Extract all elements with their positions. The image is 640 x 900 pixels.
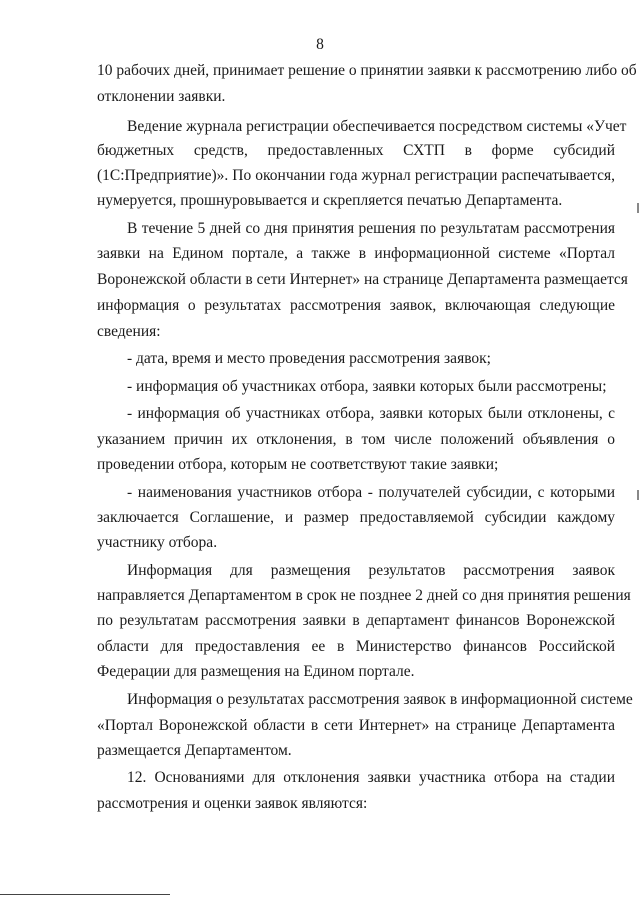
scan-edge-line (0, 894, 170, 895)
text-line: области для предоставления ее в Министерство финансов Российской (97, 638, 615, 655)
text-line: 12. Основаниями для отклонения заявки участника отбора на стадии (127, 769, 615, 786)
text-line: Информация о результатах рассмотрения заявок в информационной системе (127, 691, 633, 708)
text-line: заключается Соглашение, и размер предоставляемой субсидии каждому (97, 509, 615, 526)
text-line: указанием причин их отклонения, в том числе положений объявления о (97, 431, 615, 448)
text-line: Воронежской области в сети Интернет» на странице Департамента размещается (97, 271, 628, 288)
scan-edge-mark (637, 490, 639, 500)
text-line: В течение 5 дней со дня принятия решения по результатам рассмотрения (127, 220, 615, 237)
text-line: направляется Департаментом в срок не позднее 2 дней со дня принятия решения (97, 587, 631, 604)
text-line: (1С:Предприятие)». По окончании года журнал регистрации распечатывается, (97, 167, 615, 184)
text-line: нумеруется, прошнуровывается и скрепляется печатью Департамента. (97, 192, 563, 209)
text-line: - информация об участниках отбора, заявки которых были отклонены, с (127, 405, 615, 422)
text-line: 10 рабочих дней, принимает решение о принятии заявки к рассмотрению либо об (97, 62, 637, 79)
text-line: рассмотрения и оценки заявок являются: (97, 795, 368, 812)
text-line: сведения: (97, 323, 161, 340)
text-line: информация о результатах рассмотрения заявок, включающая следующие (97, 297, 615, 314)
text-line: - информация об участниках отбора, заявки которых были рассмотрены; (127, 378, 607, 395)
text-line: Информация для размещения результатов рассмотрения заявок (127, 562, 615, 579)
text-line: размещается Департаментом. (97, 742, 292, 759)
page-number: 8 (316, 36, 324, 53)
text-line: - дата, время и место проведения рассмотрения заявок; (127, 350, 491, 367)
text-line: - наименования участников отбора - получателей субсидии, с которыми (127, 484, 615, 501)
text-line: «Портал Воронежской области в сети Интернет» на странице Департамента (97, 717, 615, 734)
scan-edge-mark (637, 203, 639, 213)
text-line: участнику отбора. (97, 534, 218, 551)
text-line: по результатам рассмотрения заявки в департамент финансов Воронежской (97, 612, 615, 629)
text-line: бюджетных средств, предоставленных СХТП в форме субсидий (97, 142, 615, 159)
text-line: заявки на Едином портале, а также в информационной системе «Портал (97, 245, 615, 262)
text-line: Ведение журнала регистрации обеспечивается посредством системы «Учет (127, 118, 627, 135)
text-line: Федерации для размещения на Едином портале. (97, 663, 415, 680)
text-line: проведении отбора, которым не соответствуют такие заявки; (97, 456, 499, 473)
text-line: отклонении заявки. (97, 88, 226, 105)
